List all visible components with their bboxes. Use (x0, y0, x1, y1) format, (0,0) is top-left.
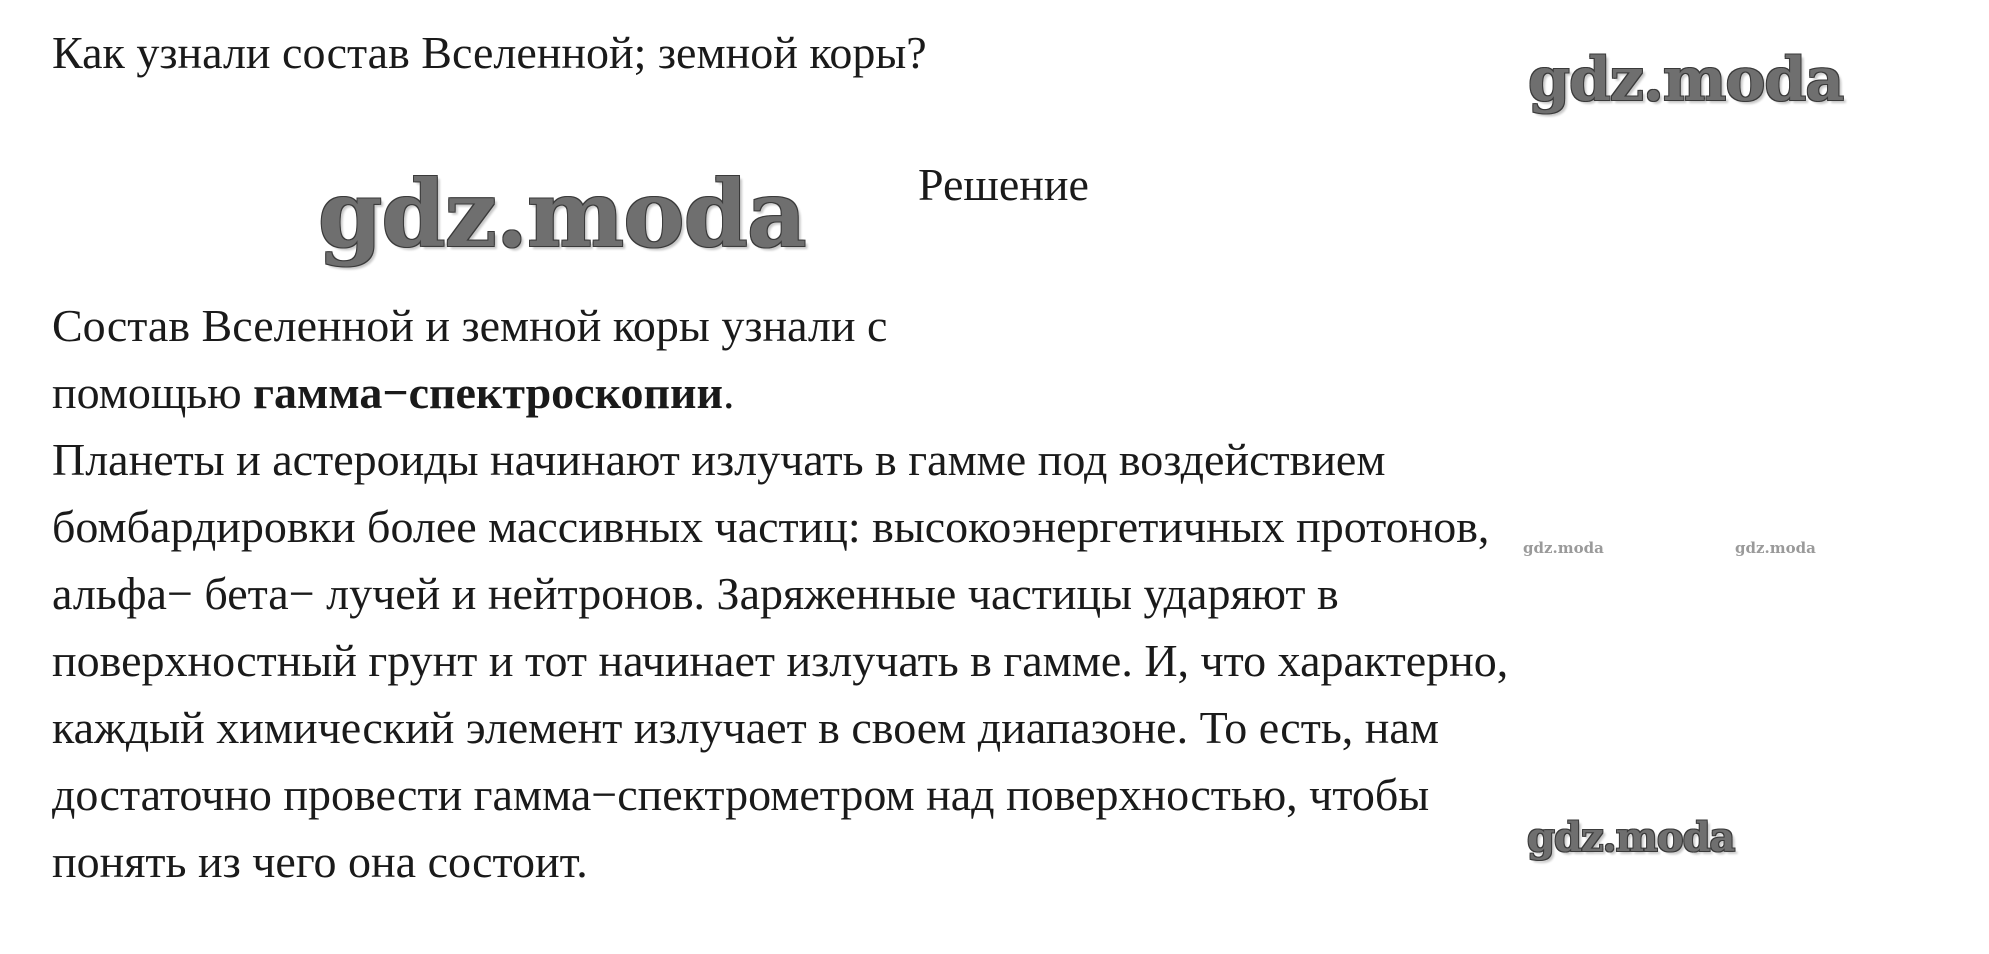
answer-line (52, 359, 1952, 426)
answer-line: достаточно провести гамма−спектрометром над поверхностью, чтобы (52, 769, 1430, 820)
answer-line: бомбардировки более массивных частиц: высокоэнергетичных протонов, (52, 501, 1490, 552)
answer-line: понять из чего она состоит. (52, 836, 588, 887)
watermark-logo-top-right: gdz.moda (1528, 45, 1844, 115)
watermark-logo-small: gdz.moda (1735, 539, 1816, 557)
answer-line: каждый химический элемент излучает в своем диапазоне. То есть, нам (52, 702, 1439, 753)
watermark-logo-small: gdz.moda (1523, 539, 1604, 557)
answer-line: поверхностный грунт и тот начинает излучать в гамме. И, что характерно, (52, 635, 1509, 686)
answer-line-suffix: . (723, 367, 735, 418)
answer-term-bold: гамма−спектроскопии (253, 367, 723, 418)
watermark-logo-bottom-right: gdz.moda (1527, 814, 1735, 861)
answer-line: Планеты и астероиды начинают излучать в гамме под воздействием (52, 434, 1386, 485)
watermark-logo-large: gdz.moda (318, 160, 806, 268)
answer-line-prefix: помощью (52, 367, 254, 418)
answer-line: альфа− бета− лучей и нейтронов. Заряженные частицы ударяют в (52, 568, 1339, 619)
answer-text (52, 292, 1952, 895)
question-text: Как узнали состав Вселенной; земной коры? (52, 27, 927, 78)
solution-heading: Решение (918, 159, 1089, 210)
answer-line: Состав Вселенной и земной коры узнали с (52, 300, 888, 351)
